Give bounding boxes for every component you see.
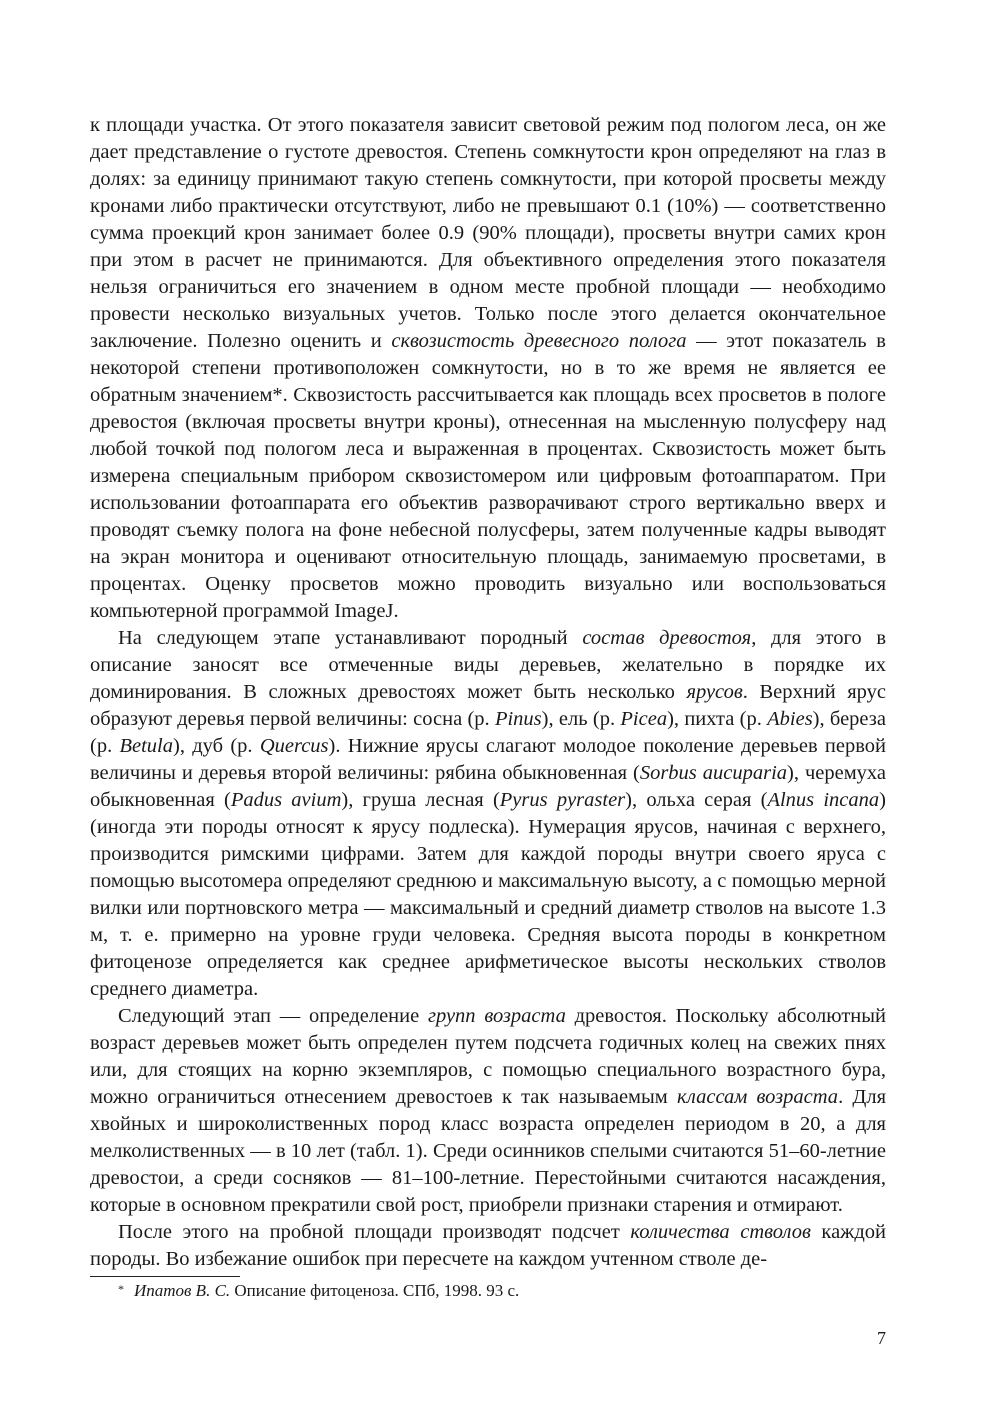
text-run: . Для хвойных и широколиственных пород класс возраста определен периодом в 20, а для мелколиственных — в 10 лет (табл. 1). Среди осинников спелыми считаются 51–60-летние древостои, а среди сосняков — 81–100-летние. Перестойными считаются насаждения, которые в основном прекратили свой рост, приобрели признаки старения и отмирают. [90,1086,886,1216]
italic-term: классам возраста [676,1086,839,1108]
footnote-divider [90,1276,240,1277]
text-run: После этого на пробной площади производят подсчет [118,1221,631,1243]
text-run: ), дуб (р. [173,735,260,757]
text-run: ), груша лесная ( [341,789,500,811]
italic-term: Pyrus pyraster [499,789,626,811]
italic-term: сквозистость древесного полога [391,330,687,352]
italic-term: групп возраста [427,1005,566,1027]
text-run: ), ель (р. [541,708,621,730]
text-run: ). Нижние ярусы слагают молодое поколение деревьев первой величины и деревья второй величины: рябина обыкновенная ( [90,735,886,784]
italic-term: Picea [620,708,668,730]
italic-term: Alnus incana [767,789,880,811]
text-run: Следующий этап — определение [118,1005,428,1027]
text-run: — этот показатель в некоторой степени противоположен сомкнутости, но в то же время не является ее обратным значением*. Сквозистость рассчитывается как площадь всех просветов в пологе древостоя (включая просветы внутри кроны), отнесенная на мысленную полусферу над любой точкой под пологом леса и выраженная в процентах. Сквозистость может быть измерена специальным прибором сквозистомером или цифровым фотоаппаратом. При использовании фотоаппарата его объектив разворачивают строго вертикально вверх и проводят съемку полога на фоне небесной полусферы, затем полученные кадры выводят на экран монитора и оценивают относительную площадь, занимаемую просветами, в процентах. Оценку просветов можно проводить визуально или воспользоваться компьютерной программой ImageJ. [90,330,886,622]
italic-term: Quercus [259,735,329,757]
footnote [118,1279,519,1303]
italic-term: Sorbus aucuparia [639,762,788,784]
text-run: ), пихта (р. [667,708,768,730]
footnote-mark: * [118,1282,124,1296]
paragraph-2 [90,625,886,1003]
italic-term: Betula [119,735,173,757]
text-run: каждой породы. Во избежание ошибок при пересчете на каждом учтенном стволе де- [90,1221,886,1270]
footnote-author: Ипатов В. С. [134,1281,231,1300]
text-run: ), черемуха обыкновенная ( [90,762,887,811]
paragraph-4 [90,1219,886,1273]
text-run: , для этого в описание заносят все отмеченные виды деревьев, желательно в порядке их доминирования. В сложных древостоях может быть несколько [90,627,887,703]
text-run: древостоя. Поскольку абсолютный возраст деревьев может быть определен путем подсчета годичных колец на свежих пнях или, для стоящих на корню экземпляров, с помощью специального возрастного бура, можно ограничиться отнесением древостоев к так называемым [90,1005,886,1108]
italic-term: Abies [767,708,813,730]
text-run: ), береза (р. [90,708,886,757]
paragraph-3 [90,1003,886,1219]
italic-term: количества стволов [630,1221,811,1243]
italic-term: ярусов [686,681,743,703]
footnote-text: Описание фитоценоза. СПб, 1998. 93 с. [230,1281,520,1300]
italic-term: состав древостоя [582,627,752,649]
italic-term: Pinus [494,708,542,730]
main-text [90,112,886,1273]
text-run: . Верхний ярус образуют деревья первой величины: сосна (р. [90,681,886,730]
text-run: ), ольха серая ( [625,789,768,811]
paragraph-1 [90,112,886,625]
text-run: ) (иногда эти породы относят к ярусу подлеска). Нумерация ярусов, начиная с верхнего, производится римскими цифрами. Затем для каждой породы внутри своего яруса с помощью высотомера определяют среднюю и максимальную высоту, а с помощью мерной вилки или портновского метра — максимальный и средний диаметр стволов на высоте 1.3 м, т. е. примерно на уровне груди человека. Средняя высота породы в конкретном фитоценозе определяется как среднее арифметическое высоты нескольких стволов среднего диаметра. [90,789,886,1000]
page-number: 7 [877,1328,886,1348]
italic-term: Padus avium [230,789,342,811]
text-run: На следующем этапе устанавливают породный [118,627,583,649]
text-run: к площади участка. От этого показателя зависит световой режим под пологом леса, он же дает представление о густоте древостоя. Степень сомкнутости крон определяют на глаз в долях: за единицу принимают такую степень сомкнутости, при которой просветы между кронами либо практически отсутствуют, либо не превышают 0.1 (10%) — соответственно сумма проекций крон занимает более 0.9 (90% площади), просветы внутри самих крон при этом в расчет не принимаются. Для объективного определения этого показателя нельзя ограничиться его значением в одном месте пробной площади — необходимо провести несколько визуальных учетов. Только после этого делается окончательное заключение. Полезно оценить и [90,114,886,352]
